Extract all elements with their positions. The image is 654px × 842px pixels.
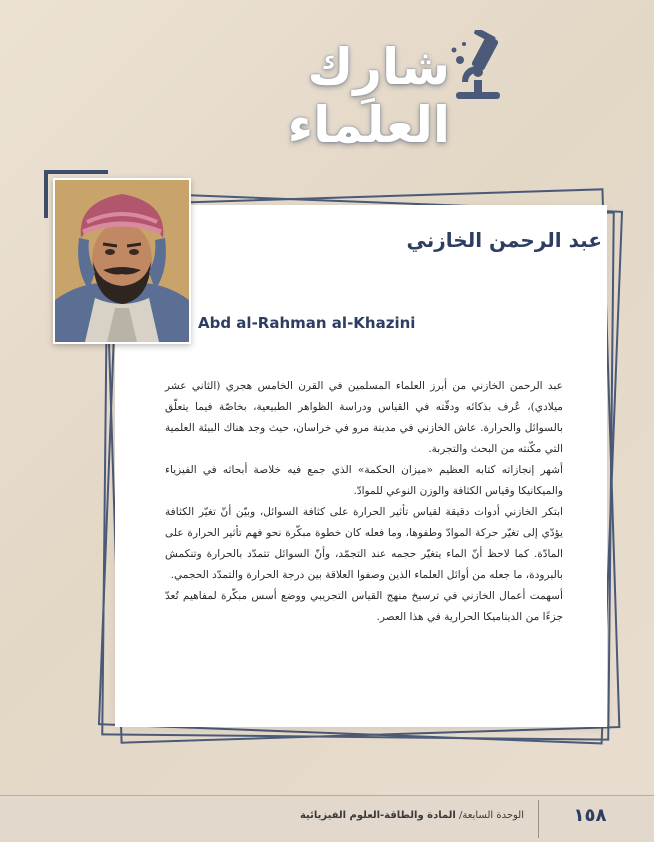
scientist-portrait — [53, 178, 191, 344]
bio-paragraph: أشهر إنجازاته كتابه العظيم «ميزان الحكمة» الذي جمع فيه خلاصة أبحاثه في الفيزياء والميكانيكا وقياس الكثافة والوزن النوعي للموادّ. — [165, 464, 563, 497]
page-title: شارِك العلماء — [287, 38, 450, 154]
unit-title: المادة والطاقة-العلوم الفيزيائية — [299, 810, 456, 821]
page-header — [150, 30, 520, 154]
page-number: ١٥٨ — [573, 805, 607, 826]
page-footer — [0, 795, 654, 842]
corner-accent — [44, 170, 48, 218]
bio-paragraph: أسهمت أعمال الخازني في ترسيخ منهج القياس التجريبي ووضع أسس مبكّرة لمفاهيم تُعدّ جزءًا من الديناميكا الحرارية في هذا العصر. — [165, 590, 563, 623]
unit-label: الوحدة السابعة/ — [455, 810, 524, 821]
bio-paragraph: ابتكر الخازني أدوات دقيقة لقياس تأثير الحرارة على كثافة السوائل، وبيّن أنّ تغيّر الكثافة يؤدّي إلى تغيّر حركة الموادّ وطفوها، وما فعله كان خطوة مبكّرة نحو فهم تأثير الحرارة على المادّة. كما لاحظ أنّ الماء يتغيّر حجمه عند التجمّد، وأنّ السوائل تتمدّد بالحرارة وتنكمش بالبرودة، ما جعله من أوائل العلماء الذين وصفوا العلاقة بين درجة الحرارة والتمدّد الحجمي. — [165, 506, 563, 581]
scientist-name-english: Abd al-Rahman al-Khazini — [198, 314, 416, 332]
scientist-name-arabic: عبد الرحمن الخازني — [406, 228, 602, 252]
footer-divider — [538, 800, 539, 838]
bio-paragraph: عبد الرحمن الخازني من أبرز العلماء المسلمين في القرن الخامس هجري (الثاني عشر ميلادي)، عُرف بذكائه ودقّته في القياس ودراسة الظواهر الطبيعية، بخاصّة فيما يتعلّق بالسوائل والحرارة. عاش الخازني في مدينة مرو في خراسان، حيث وجد هناك البيئة العلمية التي مكّنته من البحث والتجربة. — [165, 380, 563, 455]
biography-text — [165, 376, 563, 628]
microscope-icon — [448, 30, 520, 108]
unit-caption — [300, 810, 524, 821]
corner-accent — [44, 170, 108, 174]
